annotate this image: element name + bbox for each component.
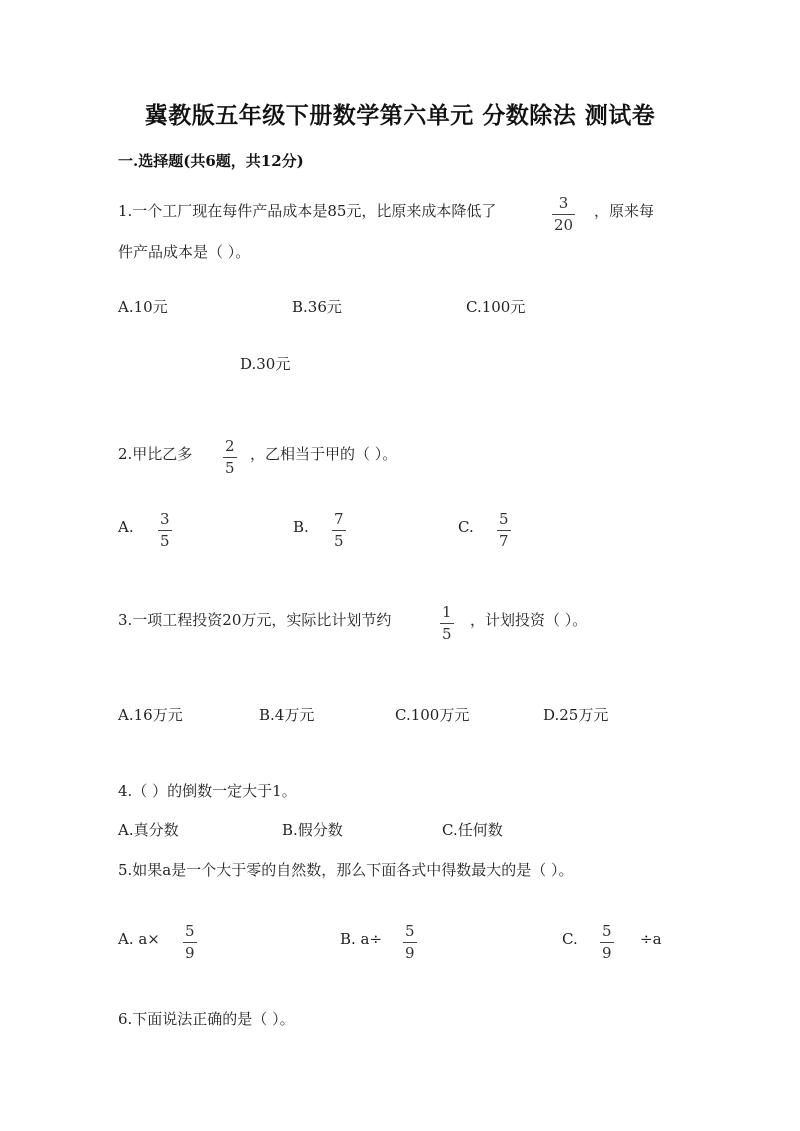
q1-stem-part2: ，原来每 <box>594 202 655 220</box>
q5-option-b-label: B. a÷ <box>340 930 383 948</box>
q2-option-c-fraction <box>497 510 511 551</box>
q1-option-d: D.30元 <box>240 355 291 373</box>
q3-stem-part2: ，计划投资（ ）。 <box>470 611 588 629</box>
q1-fraction <box>552 194 575 235</box>
q3-option-b: B.4万元 <box>259 706 315 724</box>
q2-stem-part2: ，乙相当于甲的（ ）。 <box>250 445 398 463</box>
q5-option-c-suffix: ÷a <box>640 930 662 948</box>
q3-fraction-bar <box>440 623 454 624</box>
q5-option-a-numerator: 5 <box>185 922 195 940</box>
q3-stem-part1: 3.一项工程投资20万元，实际比计划节约 <box>118 611 392 629</box>
q2-fraction-denominator: 5 <box>225 459 235 477</box>
q2-option-c-denominator: 7 <box>499 532 509 550</box>
q3-fraction-denominator: 5 <box>442 625 452 643</box>
section-heading: 一.选择题(共6题，共12分) <box>118 152 304 170</box>
q4-stem: 4.（ ）的倒数一定大于1。 <box>118 782 297 800</box>
q5-option-b-denominator: 9 <box>405 944 415 962</box>
page-title: 冀教版五年级下册数学第六单元 分数除法 测试卷 <box>144 102 656 129</box>
q3-fraction <box>440 603 454 644</box>
q3-option-d: D.25万元 <box>543 706 609 724</box>
q5-option-c-numerator: 5 <box>602 922 612 940</box>
q1-fraction-numerator: 3 <box>558 194 569 212</box>
q2-option-c-label: C. <box>458 518 474 536</box>
q5-option-b-bar <box>403 942 417 943</box>
q2-fraction-numerator: 2 <box>225 437 235 455</box>
q3-fraction-numerator: 1 <box>442 603 452 621</box>
q2-option-a-fraction <box>158 510 172 551</box>
q2-option-b-numerator: 7 <box>334 510 344 528</box>
q2-option-b-bar <box>332 530 346 531</box>
q2-option-b-label: B. <box>293 518 309 536</box>
q2-fraction <box>223 437 237 478</box>
q2-option-a-numerator: 3 <box>160 510 170 528</box>
q5-option-c-denominator: 9 <box>602 944 612 962</box>
q1-fraction-bar <box>552 214 575 215</box>
q2-option-a-bar <box>158 530 172 531</box>
q6-stem: 6.下面说法正确的是（ ）。 <box>118 1010 295 1028</box>
q1-stem-part1: 1.一个工厂现在每件产品成本是85元，比原来成本降低了 <box>118 202 497 220</box>
q4-option-b: B.假分数 <box>282 821 343 839</box>
q1-option-a: A.10元 <box>118 298 168 316</box>
q5-option-c-bar <box>600 942 614 943</box>
q2-option-c-bar <box>497 530 511 531</box>
q5-option-c-label: C. <box>562 930 578 948</box>
q3-option-a: A.16万元 <box>118 706 183 724</box>
q5-option-a-label: A. a× <box>118 930 160 948</box>
q4-option-c: C.任何数 <box>442 821 503 839</box>
q2-stem-part1: 2.甲比乙多 <box>118 445 193 463</box>
q5-option-a-denominator: 9 <box>185 944 195 962</box>
q1-option-c: C.100元 <box>466 298 526 316</box>
q2-fraction-bar <box>223 457 237 458</box>
q1-fraction-denominator: 20 <box>554 216 574 234</box>
q5-option-a-bar <box>183 942 197 943</box>
q5-stem: 5.如果a是一个大于零的自然数，那么下面各式中得数最大的是（ ）。 <box>118 861 574 879</box>
q2-option-a-denominator: 5 <box>160 532 170 550</box>
q2-option-b-denominator: 5 <box>334 532 344 550</box>
q5-option-b-numerator: 5 <box>405 922 415 940</box>
q5-option-a-fraction <box>183 922 197 963</box>
q1-stem-part3: 件产品成本是（ ）。 <box>118 243 251 261</box>
q5-option-c-fraction <box>600 922 614 963</box>
q5-option-b-fraction <box>403 922 417 963</box>
q2-option-a-label: A. <box>118 518 134 536</box>
q3-option-c: C.100万元 <box>395 706 470 724</box>
q2-option-b-fraction <box>332 510 346 551</box>
q4-option-a: A.真分数 <box>118 821 179 839</box>
q1-option-b: B.36元 <box>292 298 342 316</box>
q2-option-c-numerator: 5 <box>499 510 509 528</box>
